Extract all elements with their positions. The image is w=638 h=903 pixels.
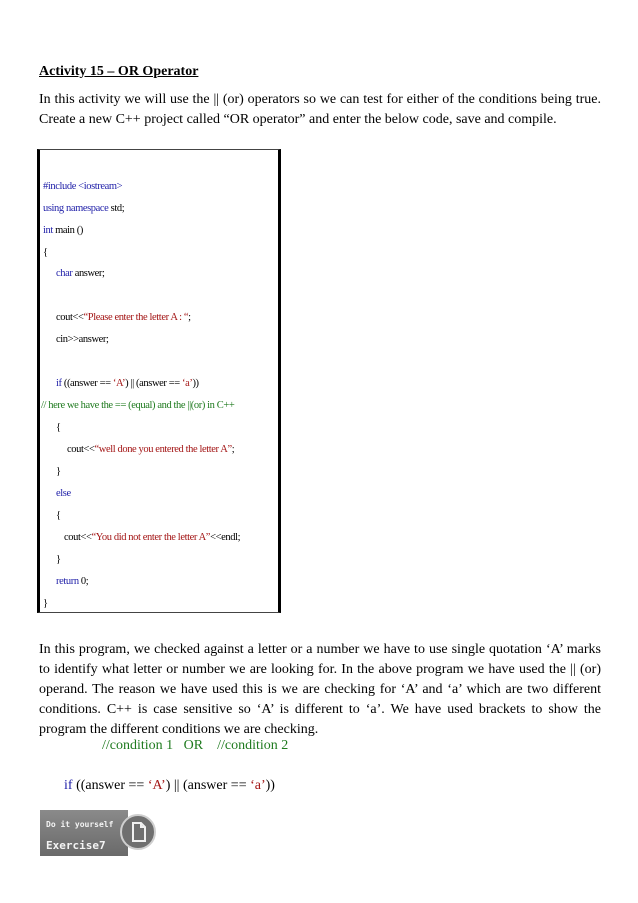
code-text: ) || (answer == [165,778,251,793]
char-literal: ‘a’ [250,778,266,793]
open-brace: { [56,510,61,521]
code-text: cout<< [64,532,92,543]
open-brace: { [56,422,61,433]
char-literal: ‘A’ [112,378,126,389]
code-text: ) || (answer == [125,378,182,389]
code-text: 0; [78,576,89,587]
close-brace: } [56,466,61,477]
code-text: ; [188,312,191,323]
code-text: main () [52,225,83,236]
code-text: ((answer == [61,378,113,389]
code-line-cout-notentered [64,531,240,544]
close-brace: } [43,598,48,609]
explanation-paragraph: In this program, we checked against a letter or a number we have to use single quotation ‘A’ marks to identify what letter or number we are looking for. In the above program we have used the || (or) operand. The reason we have used this is we are checking for ‘A’ and ‘a’ which are two different conditions. C++ is case sensitive so ‘A’ is different to ‘a’. We have used brackets to show the program the different conditions we are checking. [39,642,601,737]
code-line-brace [56,509,61,522]
code-line-comment [41,399,234,412]
code-line-using [43,202,124,215]
code-line-cout-prompt [56,311,191,324]
code-line-else [56,487,71,500]
exercise-badge [40,810,156,856]
code-line-main [43,224,83,237]
string-literal: “well done you entered the letter A” [94,444,232,455]
code-line-open-brace [43,246,48,259]
document-icon [120,814,156,850]
code-text: cout<< [67,444,95,455]
keyword-if: if [56,378,62,389]
keyword-else: else [56,488,71,499]
code-line-cin [56,333,109,346]
include-directive: #include <iostream> [43,181,123,192]
code-comment: // here we have the == (equal) and the ||(or) in C++ [41,400,235,411]
badge-exercise-number: Exercise7 [46,839,106,852]
char-literal: ‘A’ [147,778,166,793]
code-text: <<endl; [210,532,241,543]
badge-title: Do it yourself [46,820,114,829]
code-text: )) [192,378,199,389]
code-text: ((answer == [72,778,148,793]
keyword-if: if [64,778,73,793]
code-line-cout-welldone [67,443,234,456]
code-text: cout<< [56,312,84,323]
code-text: ; [231,444,235,455]
char-literal: ‘a’ [181,378,193,389]
keyword-char: char [56,268,73,279]
condition-annotation: //condition 1 OR //condition 2 [102,738,289,753]
keyword-using-namespace: using namespace [43,203,109,214]
code-line-char [56,267,105,280]
open-brace: { [43,247,48,258]
string-literal: “You did not enter the letter A” [91,532,211,543]
code-line-brace [56,465,61,478]
intro-paragraph: In this activity we will use the || (or) operators so we can test for either of the conditions being true. Create a new C++ project called “OR operator” and enter the below code, save and compile. [39,92,601,127]
code-line-brace [56,553,61,566]
code-text: std; [108,203,125,214]
code-line-return [56,575,88,588]
keyword-return: return [56,576,79,587]
code-text: cin>>answer; [56,334,109,345]
code-line-if [56,377,199,390]
code-line-close-brace [43,597,48,610]
activity-heading: Activity 15 – OR Operator [39,64,199,79]
keyword-int: int [43,225,53,236]
close-brace: } [56,554,61,565]
code-line-brace [56,421,61,434]
string-literal: “Please enter the letter A : “ [83,312,189,323]
code-text: answer; [72,268,105,279]
code-line-include [43,180,122,193]
if-statement-example [57,762,275,794]
code-listing [37,149,281,613]
code-text: )) [265,778,275,793]
